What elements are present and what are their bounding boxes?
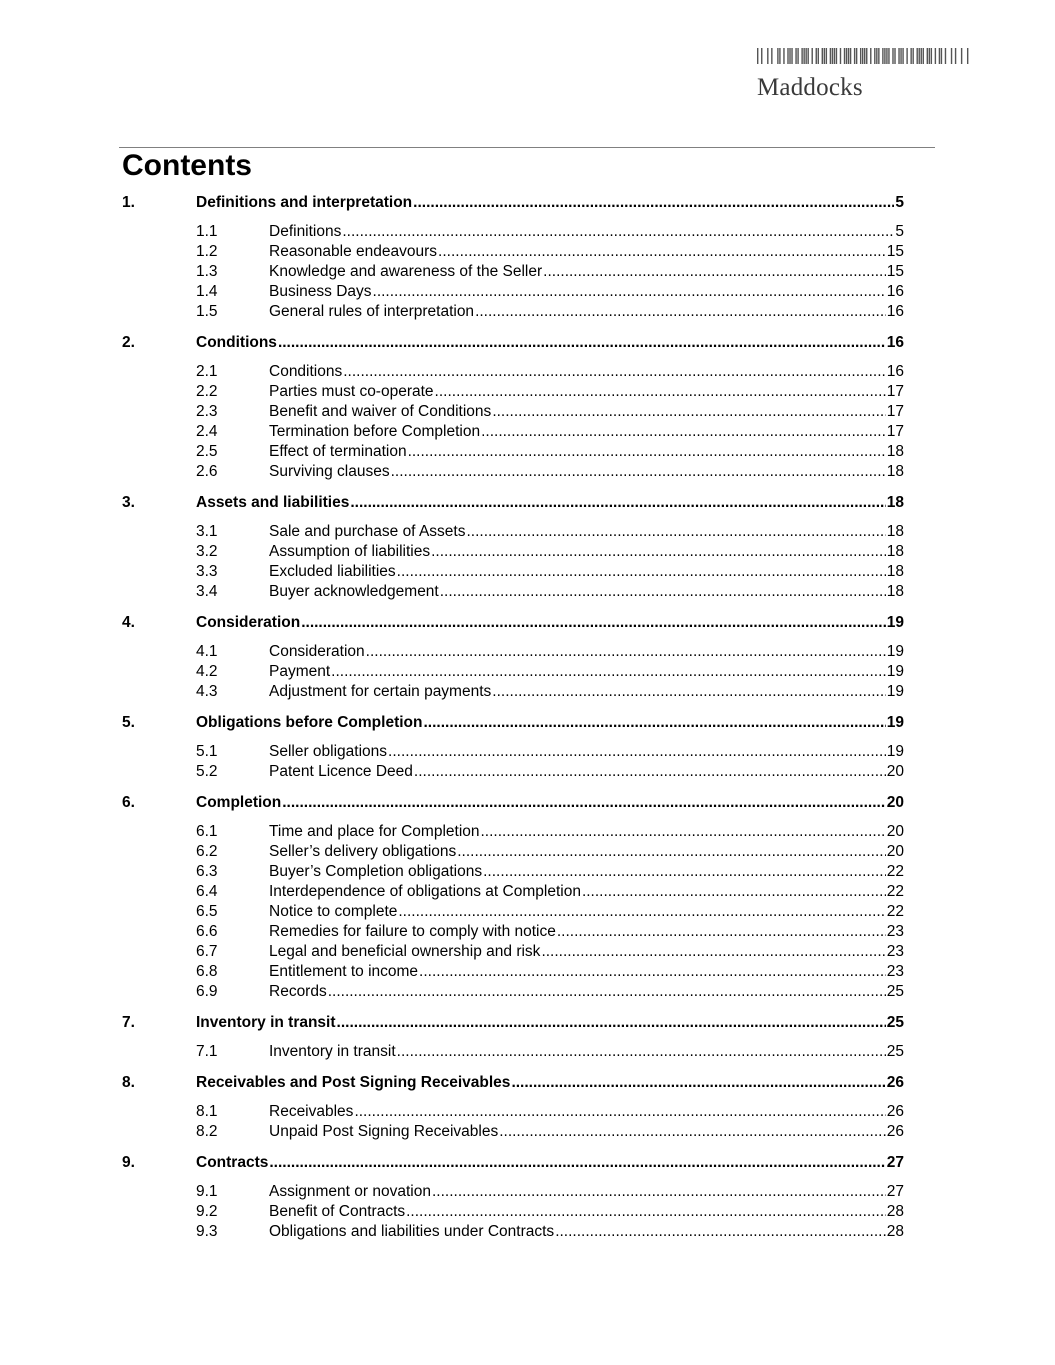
dot-leader [483,862,886,882]
entry-title: Reasonable endeavours [269,243,438,260]
toc-entry[interactable] [122,682,904,702]
dot-leader [431,542,886,562]
page-number: 19 [886,683,904,700]
entry-number: 8.1 [196,1103,218,1120]
barcode [757,48,969,64]
entry-title: Assignment or novation [269,1183,431,1200]
toc-entry[interactable] [122,302,904,322]
dot-leader [269,1152,885,1174]
entry-number: 6.2 [196,843,218,860]
dot-leader [337,1012,886,1034]
page-number: 18 [886,543,904,560]
entry-title: Time and place for Completion [269,823,480,840]
entry-title: Interdependence of obligations at Completion [269,883,581,900]
toc-entry[interactable] [122,922,904,942]
entry-title: Assumption of liabilities [269,543,431,560]
entry-title: Buyer’s Completion obligations [269,863,483,880]
toc-subsection-list [122,522,904,602]
toc-section [122,1012,904,1072]
entry-number: 1.3 [196,263,218,280]
entry-title: Consideration [269,643,365,660]
entry-title: Records [269,983,327,1000]
toc-section-heading[interactable] [122,192,904,214]
entry-number: 6.7 [196,943,218,960]
toc-subsection-list [122,1182,904,1242]
page-number: 18 [886,463,904,480]
entry-number: 6.8 [196,963,218,980]
page-number: 20 [886,843,904,860]
toc-entry[interactable] [122,382,904,402]
toc-entry[interactable] [122,822,904,842]
section-title: Assets and liabilities [196,494,350,511]
entry-title: Inventory in transit [269,1043,396,1060]
toc-entry[interactable] [122,582,904,602]
page-number: 26 [886,1103,904,1120]
dot-leader [397,562,886,582]
entry-number: 2.2 [196,383,218,400]
dot-leader [419,962,886,982]
toc-entry[interactable] [122,762,904,782]
toc-entry[interactable] [122,662,904,682]
toc-entry[interactable] [122,862,904,882]
entry-title: Obligations and liabilities under Contracts [269,1223,555,1240]
entry-title: Patent Licence Deed [269,763,413,780]
dot-leader [413,192,894,214]
entry-title: Notice to complete [269,903,398,920]
dot-leader [511,1072,885,1094]
entry-number: 1.2 [196,243,218,260]
page-number: 28 [886,1203,904,1220]
toc-section [122,792,904,1012]
toc-section [122,1152,904,1252]
dot-leader [350,492,885,514]
page-number: 5 [895,194,904,211]
entry-number: 8.2 [196,1123,218,1140]
dot-leader [398,902,885,922]
dot-leader [481,422,886,442]
dot-leader [328,982,886,1002]
toc-subsection-list [122,1102,904,1142]
dot-leader [541,942,885,962]
page-number: 16 [886,334,904,351]
page-number: 25 [886,1043,904,1060]
entry-number: 1.1 [196,223,218,240]
page-number: 16 [886,303,904,320]
section-number: 1. [122,194,135,211]
brand-logo: Maddocks [757,74,863,101]
entry-title: Entitlement to income [269,963,419,980]
dot-leader [555,1222,886,1242]
toc-entry[interactable] [122,562,904,582]
dot-leader [397,1042,886,1062]
toc-entry[interactable] [122,262,904,282]
entry-title: Legal and beneficial ownership and risk [269,943,541,960]
toc-entry[interactable] [122,962,904,982]
toc-entry[interactable] [122,1102,904,1122]
entry-number: 2.1 [196,363,218,380]
toc-entry[interactable] [122,882,904,902]
section-number: 3. [122,494,135,511]
toc-entry[interactable] [122,1182,904,1202]
entry-title: Benefit of Contracts [269,1203,406,1220]
page-number: 15 [886,263,904,280]
entry-title: Definitions [269,223,342,240]
toc-section-heading[interactable] [122,792,904,814]
toc-entry[interactable] [122,522,904,542]
toc-entry[interactable] [122,542,904,562]
page-number: 28 [886,1223,904,1240]
page-number: 22 [886,903,904,920]
entry-title: Surviving clauses [269,463,390,480]
entry-title: Conditions [269,363,343,380]
entry-title: Knowledge and awareness of the Seller [269,263,543,280]
toc-entry[interactable] [122,982,904,1002]
page-number: 18 [886,494,904,511]
dot-leader [301,612,886,634]
entry-number: 7.1 [196,1043,218,1060]
toc-entry[interactable] [122,642,904,662]
section-number: 6. [122,794,135,811]
entry-number: 2.4 [196,423,218,440]
page-number: 18 [886,523,904,540]
toc-entry[interactable] [122,1202,904,1222]
dot-leader [331,662,886,682]
dot-leader [354,1102,885,1122]
entry-number: 4.2 [196,663,218,680]
toc-entry[interactable] [122,362,904,382]
toc-entry[interactable] [122,942,904,962]
entry-number: 2.5 [196,443,218,460]
dot-leader [481,822,886,842]
entry-title: Effect of termination [269,443,407,460]
entry-number: 6.3 [196,863,218,880]
entry-title: Business Days [269,283,372,300]
toc-section [122,612,904,712]
entry-number: 2.3 [196,403,218,420]
toc-entry[interactable] [122,422,904,442]
entry-number: 5.1 [196,743,218,760]
entry-title: Seller’s delivery obligations [269,843,457,860]
toc-section [122,192,904,332]
toc-entry[interactable] [122,402,904,422]
page-number: 19 [886,614,904,631]
page-title: Contents [122,149,252,182]
toc-entry[interactable] [122,1222,904,1242]
entry-number: 9.1 [196,1183,218,1200]
page-number: 27 [886,1183,904,1200]
entry-title: Parties must co-operate [269,383,434,400]
page-number: 19 [886,714,904,731]
toc-section-heading[interactable] [122,612,904,634]
page-number: 27 [886,1154,904,1171]
dot-leader [492,402,885,422]
entry-number: 5.2 [196,763,218,780]
toc-section-heading[interactable] [122,1152,904,1174]
entry-title: Sale and purchase of Assets [269,523,466,540]
dot-leader [414,762,886,782]
entry-number: 6.4 [196,883,218,900]
table-of-contents [122,192,904,1252]
entry-number: 1.4 [196,283,218,300]
toc-entry[interactable] [122,1042,904,1062]
section-number: 9. [122,1154,135,1171]
dot-leader [408,442,886,462]
page-number: 17 [886,403,904,420]
page-number: 15 [886,243,904,260]
page-number: 18 [886,583,904,600]
page-number: 26 [886,1074,904,1091]
entry-number: 4.3 [196,683,218,700]
entry-number: 9.2 [196,1203,218,1220]
entry-number: 2.6 [196,463,218,480]
dot-leader [543,262,886,282]
entry-title: Termination before Completion [269,423,481,440]
section-title: Receivables and Post Signing Receivables [196,1074,511,1091]
toc-subsection-list [122,642,904,702]
toc-section-heading[interactable] [122,1012,904,1034]
entry-title: General rules of interpretation [269,303,475,320]
toc-section-heading[interactable] [122,712,904,734]
dot-leader [391,462,886,482]
entry-title: Buyer acknowledgement [269,583,439,600]
entry-number: 6.5 [196,903,218,920]
entry-number: 3.4 [196,583,218,600]
toc-section-heading[interactable] [122,332,904,354]
dot-leader [406,1202,886,1222]
page-number: 19 [886,643,904,660]
toc-subsection-list [122,222,904,322]
toc-entry[interactable] [122,902,904,922]
entry-title: Adjustment for certain payments [269,683,492,700]
toc-subsection-list [122,742,904,782]
section-title: Definitions and interpretation [196,194,413,211]
dot-leader [438,242,886,262]
toc-section-heading[interactable] [122,492,904,514]
entry-title: Excluded liabilities [269,563,396,580]
section-number: 2. [122,334,135,351]
section-number: 5. [122,714,135,731]
entry-number: 3.1 [196,523,218,540]
page-number: 16 [886,363,904,380]
toc-entry[interactable] [122,222,904,242]
dot-leader [475,302,886,322]
page-number: 19 [886,663,904,680]
page-number: 23 [886,943,904,960]
dot-leader [432,1182,886,1202]
page-number: 23 [886,963,904,980]
entry-title: Payment [269,663,331,680]
page-number: 25 [886,1014,904,1031]
entry-title: Receivables [269,1103,354,1120]
page-number: 20 [886,763,904,780]
entry-number: 6.1 [196,823,218,840]
section-title: Contracts [196,1154,269,1171]
entry-title: Remedies for failure to comply with notice [269,923,556,940]
entry-number: 3.2 [196,543,218,560]
toc-section [122,1072,904,1152]
page-number: 18 [886,443,904,460]
page-number: 22 [886,883,904,900]
toc-section [122,712,904,792]
page-number: 17 [886,423,904,440]
dot-leader [388,742,886,762]
entry-title: Unpaid Post Signing Receivables [269,1123,499,1140]
toc-entry[interactable] [122,462,904,482]
dot-leader [278,332,886,354]
section-title: Consideration [196,614,301,631]
page-number: 25 [886,983,904,1000]
page-number: 20 [886,823,904,840]
section-number: 8. [122,1074,135,1091]
toc-entry[interactable] [122,1122,904,1142]
page-number: 22 [886,863,904,880]
toc-entry[interactable] [122,442,904,462]
toc-section-heading[interactable] [122,1072,904,1094]
toc-entry[interactable] [122,842,904,862]
entry-title: Benefit and waiver of Conditions [269,403,492,420]
dot-leader [582,882,886,902]
toc-section [122,492,904,612]
entry-number: 1.5 [196,303,218,320]
dot-leader [457,842,886,862]
page-number: 19 [886,743,904,760]
dot-leader [282,792,886,814]
dot-leader [557,922,886,942]
section-title: Inventory in transit [196,1014,336,1031]
dot-leader [366,642,886,662]
entry-number: 6.6 [196,923,218,940]
toc-section [122,332,904,492]
entry-number: 9.3 [196,1223,218,1240]
page-number: 17 [886,383,904,400]
entry-number: 6.9 [196,983,218,1000]
page-number: 16 [886,283,904,300]
dot-leader [342,222,894,242]
page-number: 26 [886,1123,904,1140]
dot-leader [499,1122,886,1142]
section-number: 7. [122,1014,135,1031]
dot-leader [440,582,886,602]
entry-number: 3.3 [196,563,218,580]
entry-number: 4.1 [196,643,218,660]
dot-leader [466,522,885,542]
dot-leader [343,362,886,382]
section-title: Completion [196,794,282,811]
dot-leader [373,282,886,302]
dot-leader [435,382,886,402]
toc-entry[interactable] [122,742,904,762]
section-title: Conditions [196,334,277,351]
dot-leader [423,712,885,734]
section-title: Obligations before Completion [196,714,423,731]
entry-title: Seller obligations [269,743,388,760]
page-number: 23 [886,923,904,940]
toc-entry[interactable] [122,282,904,302]
page-number: 18 [886,563,904,580]
toc-subsection-list [122,1042,904,1062]
section-number: 4. [122,614,135,631]
dot-leader [492,682,885,702]
toc-subsection-list [122,362,904,482]
page-number: 5 [895,223,904,240]
page-number: 20 [886,794,904,811]
toc-subsection-list [122,822,904,1002]
toc-entry[interactable] [122,242,904,262]
